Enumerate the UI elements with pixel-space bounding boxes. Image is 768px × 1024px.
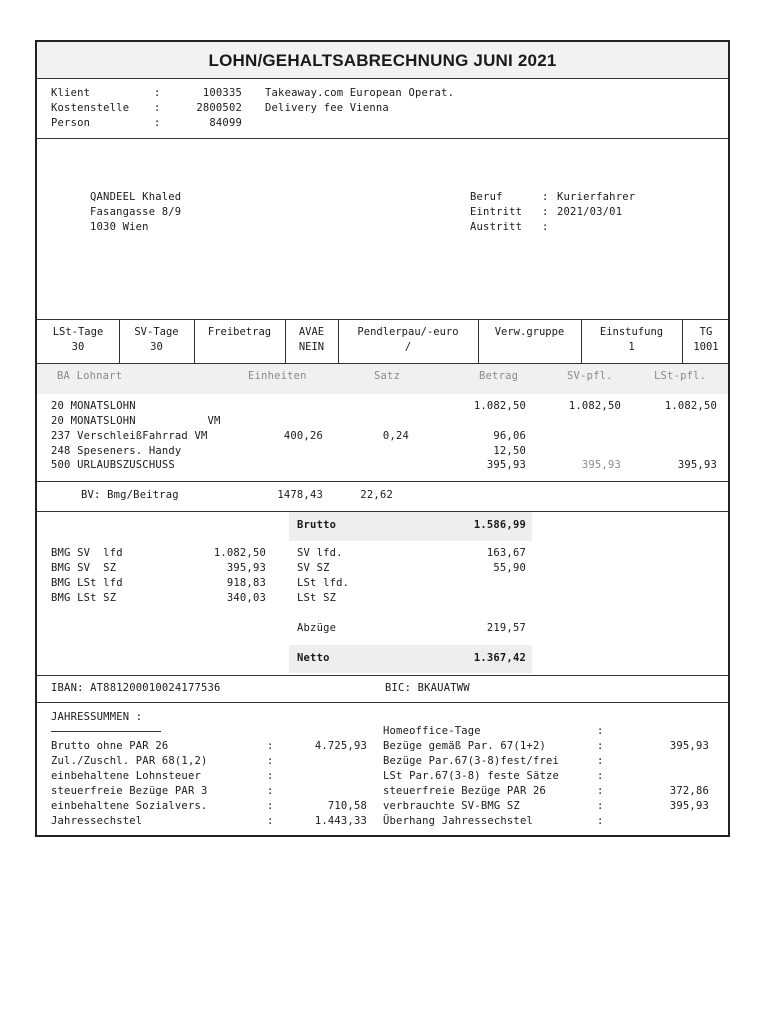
klient-label: Klient [51,87,91,99]
line-item-sv: 1.082,50 [568,400,621,412]
bv-label: BV: Bmg/Beitrag [81,489,179,501]
colon: : [154,102,161,114]
colon: : [267,755,274,767]
eintritt-label: Eintritt [470,206,523,218]
line-item-text: 20 MONATSLOHN [51,400,136,412]
colon: : [597,800,604,812]
info-value-tg: 1001 [693,341,719,353]
colon: : [597,815,604,827]
brutto-value: 1.586,99 [473,519,526,531]
line-item-text: 500 URLAUBSZUSCHUSS [51,459,175,471]
line-item-betrag: 12,50 [493,445,526,457]
kostenstelle-number: 2800502 [196,102,242,114]
info-value-lst-tage: 30 [71,341,85,353]
line-item-text: 248 Speseners. Handy [51,445,182,457]
klient-name: Takeaway.com European Operat. [265,87,455,99]
bmg-value: 395,93 [226,562,266,574]
bmg-value: 1.082,50 [213,547,266,559]
line-item-text: 20 MONATSLOHN VM [51,415,221,427]
jahressummen-left-label: Brutto ohne PAR 26 [51,740,169,752]
kostenstelle-name: Delivery fee Vienna [265,102,389,114]
jahressummen-right-value: 395,93 [669,740,709,752]
employee-city: 1030 Wien [90,221,149,233]
abzuege-value: 219,57 [486,622,526,634]
jahressummen-left-label: Jahressechstel [51,815,143,827]
divider [37,675,728,676]
jahressummen-underline [51,731,161,732]
bmg-value: 918,83 [226,577,266,589]
colon: : [597,725,604,737]
bv-beitrag: 22,62 [360,489,393,501]
line-item-text: 237 VerschleißFahrrad VM [51,430,208,442]
jahressummen-right-value: 395,93 [669,800,709,812]
payslip-document [35,40,730,837]
austritt-label: Austritt [470,221,523,233]
jahressummen-right-value: 372,86 [669,785,709,797]
bmg-label: BMG SV SZ [51,562,117,574]
bic: BIC: BKAUATWW [385,682,470,694]
jahressummen-right-label: verbrauchte SV-BMG SZ [383,800,520,812]
info-value-einstufung: 1 [628,341,635,353]
col-ba-lohnart: BA Lohnart [57,370,123,382]
jahressummen-left-value: 710,58 [327,800,367,812]
deduction-label: SV lfd. [297,547,343,559]
colon: : [597,770,604,782]
deduction-label: LSt lfd. [297,577,350,589]
line-item-sv: 395,93 [581,459,621,471]
jahressummen-left-value: 4.725,93 [314,740,367,752]
abzuege-label: Abzüge [297,622,337,634]
iban: IBAN: AT881200010024177536 [51,682,221,694]
bmg-label: BMG SV lfd [51,547,123,559]
jahressummen-left-value: 1.443,33 [314,815,367,827]
info-value-pendler: / [404,341,412,353]
eintritt-value: 2021/03/01 [557,206,623,218]
kostenstelle-label: Kostenstelle [51,102,130,114]
klient-number: 100335 [202,87,242,99]
deduction-label: LSt SZ [297,592,337,604]
colon: : [542,206,549,218]
divider [37,138,728,139]
info-header-freibetrag: Freibetrag [207,326,272,338]
deduction-value: 163,67 [486,547,526,559]
colon: : [542,221,549,233]
line-item-betrag: 1.082,50 [473,400,526,412]
jahressummen-right-label: Homeoffice-Tage [383,725,481,737]
colon: : [267,740,274,752]
info-header-verwgruppe: Verw.gruppe [494,326,565,338]
info-header-lst-tage: LSt-Tage [52,326,104,338]
info-header-pendler: Pendlerpau/-euro [357,326,459,338]
col-betrag: Betrag [479,370,519,382]
jahressummen-left-label: steuerfreie Bezüge PAR 3 [51,785,208,797]
jahressummen-right-label: Überhang Jahressechstel [383,815,533,827]
person-label: Person [51,117,91,129]
colon: : [267,785,274,797]
document-title: LOHN/GEHALTSABRECHNUNG JUNI 2021 [37,42,728,78]
col-einheiten: Einheiten [248,370,307,382]
line-item-lst: 1.082,50 [664,400,717,412]
col-satz: Satz [374,370,401,382]
jahressummen-left-label: einbehaltene Sozialvers. [51,800,208,812]
jahressummen-left-label: Zul./Zuschl. PAR 68(1,2) [51,755,208,767]
beruf-label: Beruf [470,191,503,203]
colon: : [597,785,604,797]
colon: : [267,815,274,827]
person-number: 84099 [209,117,242,129]
info-header-avae: AVAE [298,326,325,338]
col-lst-pfl: LSt-pfl. [654,370,707,382]
jahressummen-title: JAHRESSUMMEN : [51,711,143,723]
line-item-einheiten: 400,26 [283,430,323,442]
divider [37,319,728,320]
divider [37,481,728,482]
brutto-label: Brutto [297,519,337,531]
bmg-label: BMG LSt SZ [51,592,117,604]
jahressummen-left-label: einbehaltene Lohnsteuer [51,770,201,782]
info-value-avae: NEIN [298,341,325,353]
line-item-lst: 395,93 [677,459,717,471]
line-item-betrag: 395,93 [486,459,526,471]
line-item-satz: 0,24 [382,430,409,442]
netto-label: Netto [297,652,330,664]
info-header-sv-tage: SV-Tage [134,326,179,338]
colon: : [597,740,604,752]
col-sv-pfl: SV-pfl. [567,370,613,382]
colon: : [542,191,549,203]
jahressummen-right-label: Bezüge Par.67(3-8)fest/frei [383,755,560,767]
jahressummen-right-label: steuerfreie Bezüge PAR 26 [383,785,547,797]
bmg-label: BMG LSt lfd [51,577,123,589]
info-value-sv-tage: 30 [150,341,163,353]
colon: : [597,755,604,767]
divider [37,702,728,703]
divider [37,78,728,79]
employee-name: QANDEEL Khaled [90,191,182,203]
colon: : [267,800,274,812]
deduction-value: 55,90 [493,562,526,574]
colon: : [267,770,274,782]
colon: : [154,117,161,129]
bv-bmg: 1478,43 [277,489,323,501]
deduction-label: SV SZ [297,562,330,574]
bmg-value: 340,03 [226,592,266,604]
employee-street: Fasangasse 8/9 [90,206,182,218]
info-header-einstufung: Einstufung [599,326,664,338]
colon: : [154,87,161,99]
info-header-tg: TG [699,326,713,338]
jahressummen-right-label: LSt Par.67(3-8) feste Sätze [383,770,560,782]
jahressummen-right-label: Bezüge gemäß Par. 67(1+2) [383,740,547,752]
beruf-value: Kurierfahrer [557,191,636,203]
netto-value: 1.367,42 [473,652,526,664]
line-item-betrag: 96,06 [493,430,526,442]
